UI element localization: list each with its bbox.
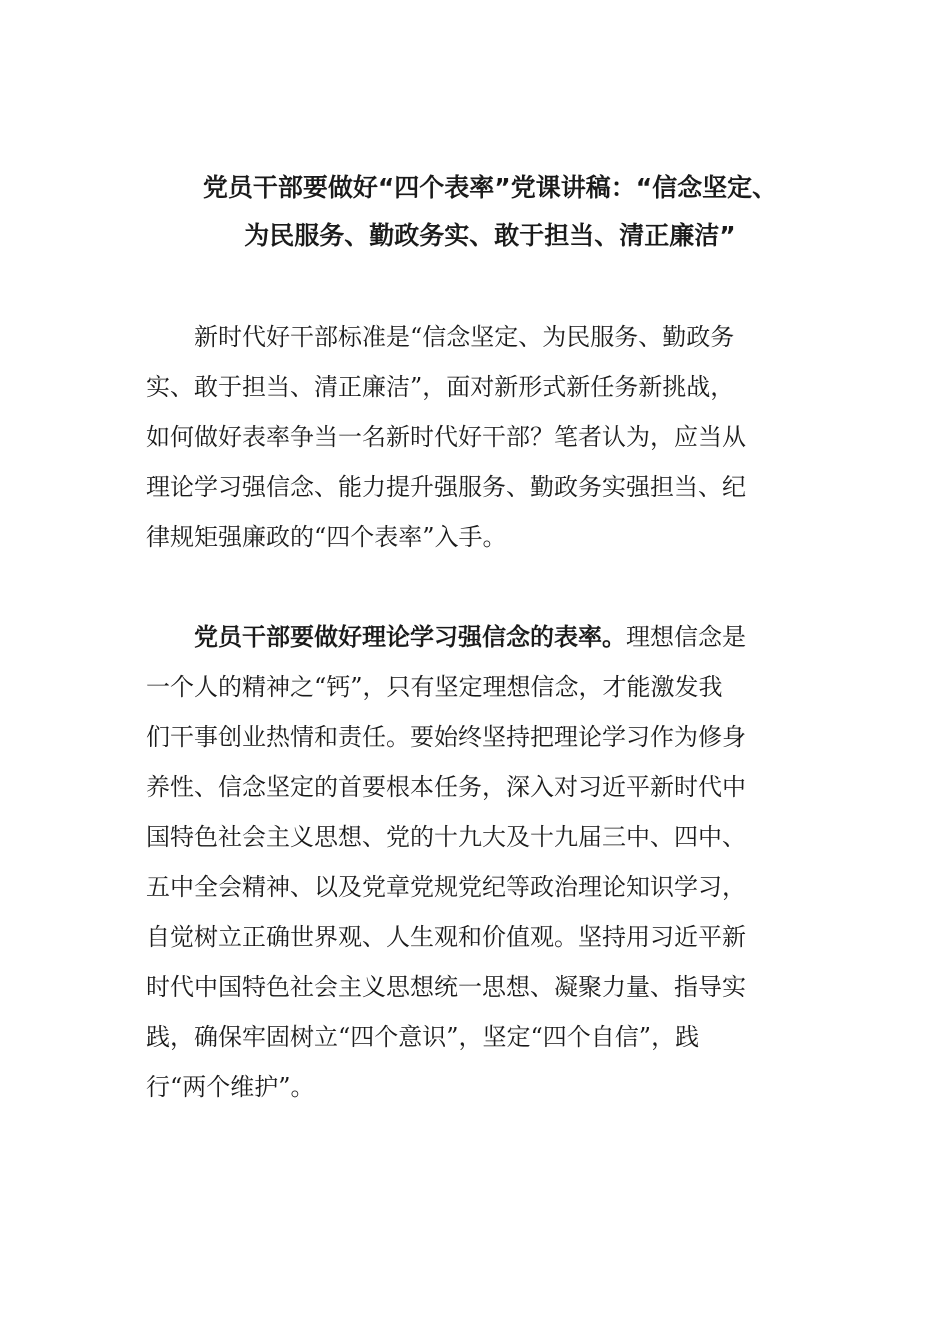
paragraph-line: 践，确保牢固树立“四个意识”，坚定“四个自信”，践 xyxy=(146,1023,700,1051)
paragraph-line: 们干事创业热情和责任。要始终坚持把理论学习作为修身 xyxy=(146,723,746,751)
title-line: 党员干部要做好“四个表率”党课讲稿：“信念坚定、 xyxy=(202,173,778,202)
paragraph-line: 实、敢于担当、清正廉洁”，面对新形式新任务新挑战， xyxy=(146,373,735,401)
paragraph-line xyxy=(146,612,796,662)
paragraph-line: 行“两个维护”。 xyxy=(146,1073,315,1101)
paragraph-intro xyxy=(146,312,796,562)
paragraph-line: 养性、信念坚定的首要根本任务，深入对习近平新时代中 xyxy=(146,773,746,801)
paragraph-lead-rest: 理想信念是 xyxy=(626,623,746,651)
paragraph-line: 一个人的精神之“钙”，只有坚定理想信念，才能激发我 xyxy=(146,673,723,701)
paragraph-line: 自觉树立正确世界观、人生观和价值观。坚持用习近平新 xyxy=(146,923,746,951)
paragraph-line: 如何做好表率争当一名新时代好干部？笔者认为，应当从 xyxy=(146,423,746,451)
paragraph-lead-heading: 党员干部要做好理论学习强信念的表率。 xyxy=(194,623,626,651)
title-line: 为民服务、勤政务实、敢于担当、清正廉洁” xyxy=(244,221,736,250)
paragraph-line: 时代中国特色社会主义思想统一思想、凝聚力量、指导实 xyxy=(146,973,746,1001)
document-title xyxy=(140,164,840,260)
paragraph-line: 国特色社会主义思想、党的十九大及十九届三中、四中、 xyxy=(146,823,746,851)
paragraph-line: 五中全会精神、以及党章党规党纪等政治理论知识学习， xyxy=(146,873,746,901)
paragraph-line: 律规矩强廉政的“四个表率”入手。 xyxy=(146,523,507,551)
paragraph-line: 新时代好干部标准是“信念坚定、为民服务、勤政务 xyxy=(194,323,735,351)
paragraph-theory-study xyxy=(146,612,796,1112)
paragraph-line: 理论学习强信念、能力提升强服务、勤政务实强担当、纪 xyxy=(146,473,746,501)
